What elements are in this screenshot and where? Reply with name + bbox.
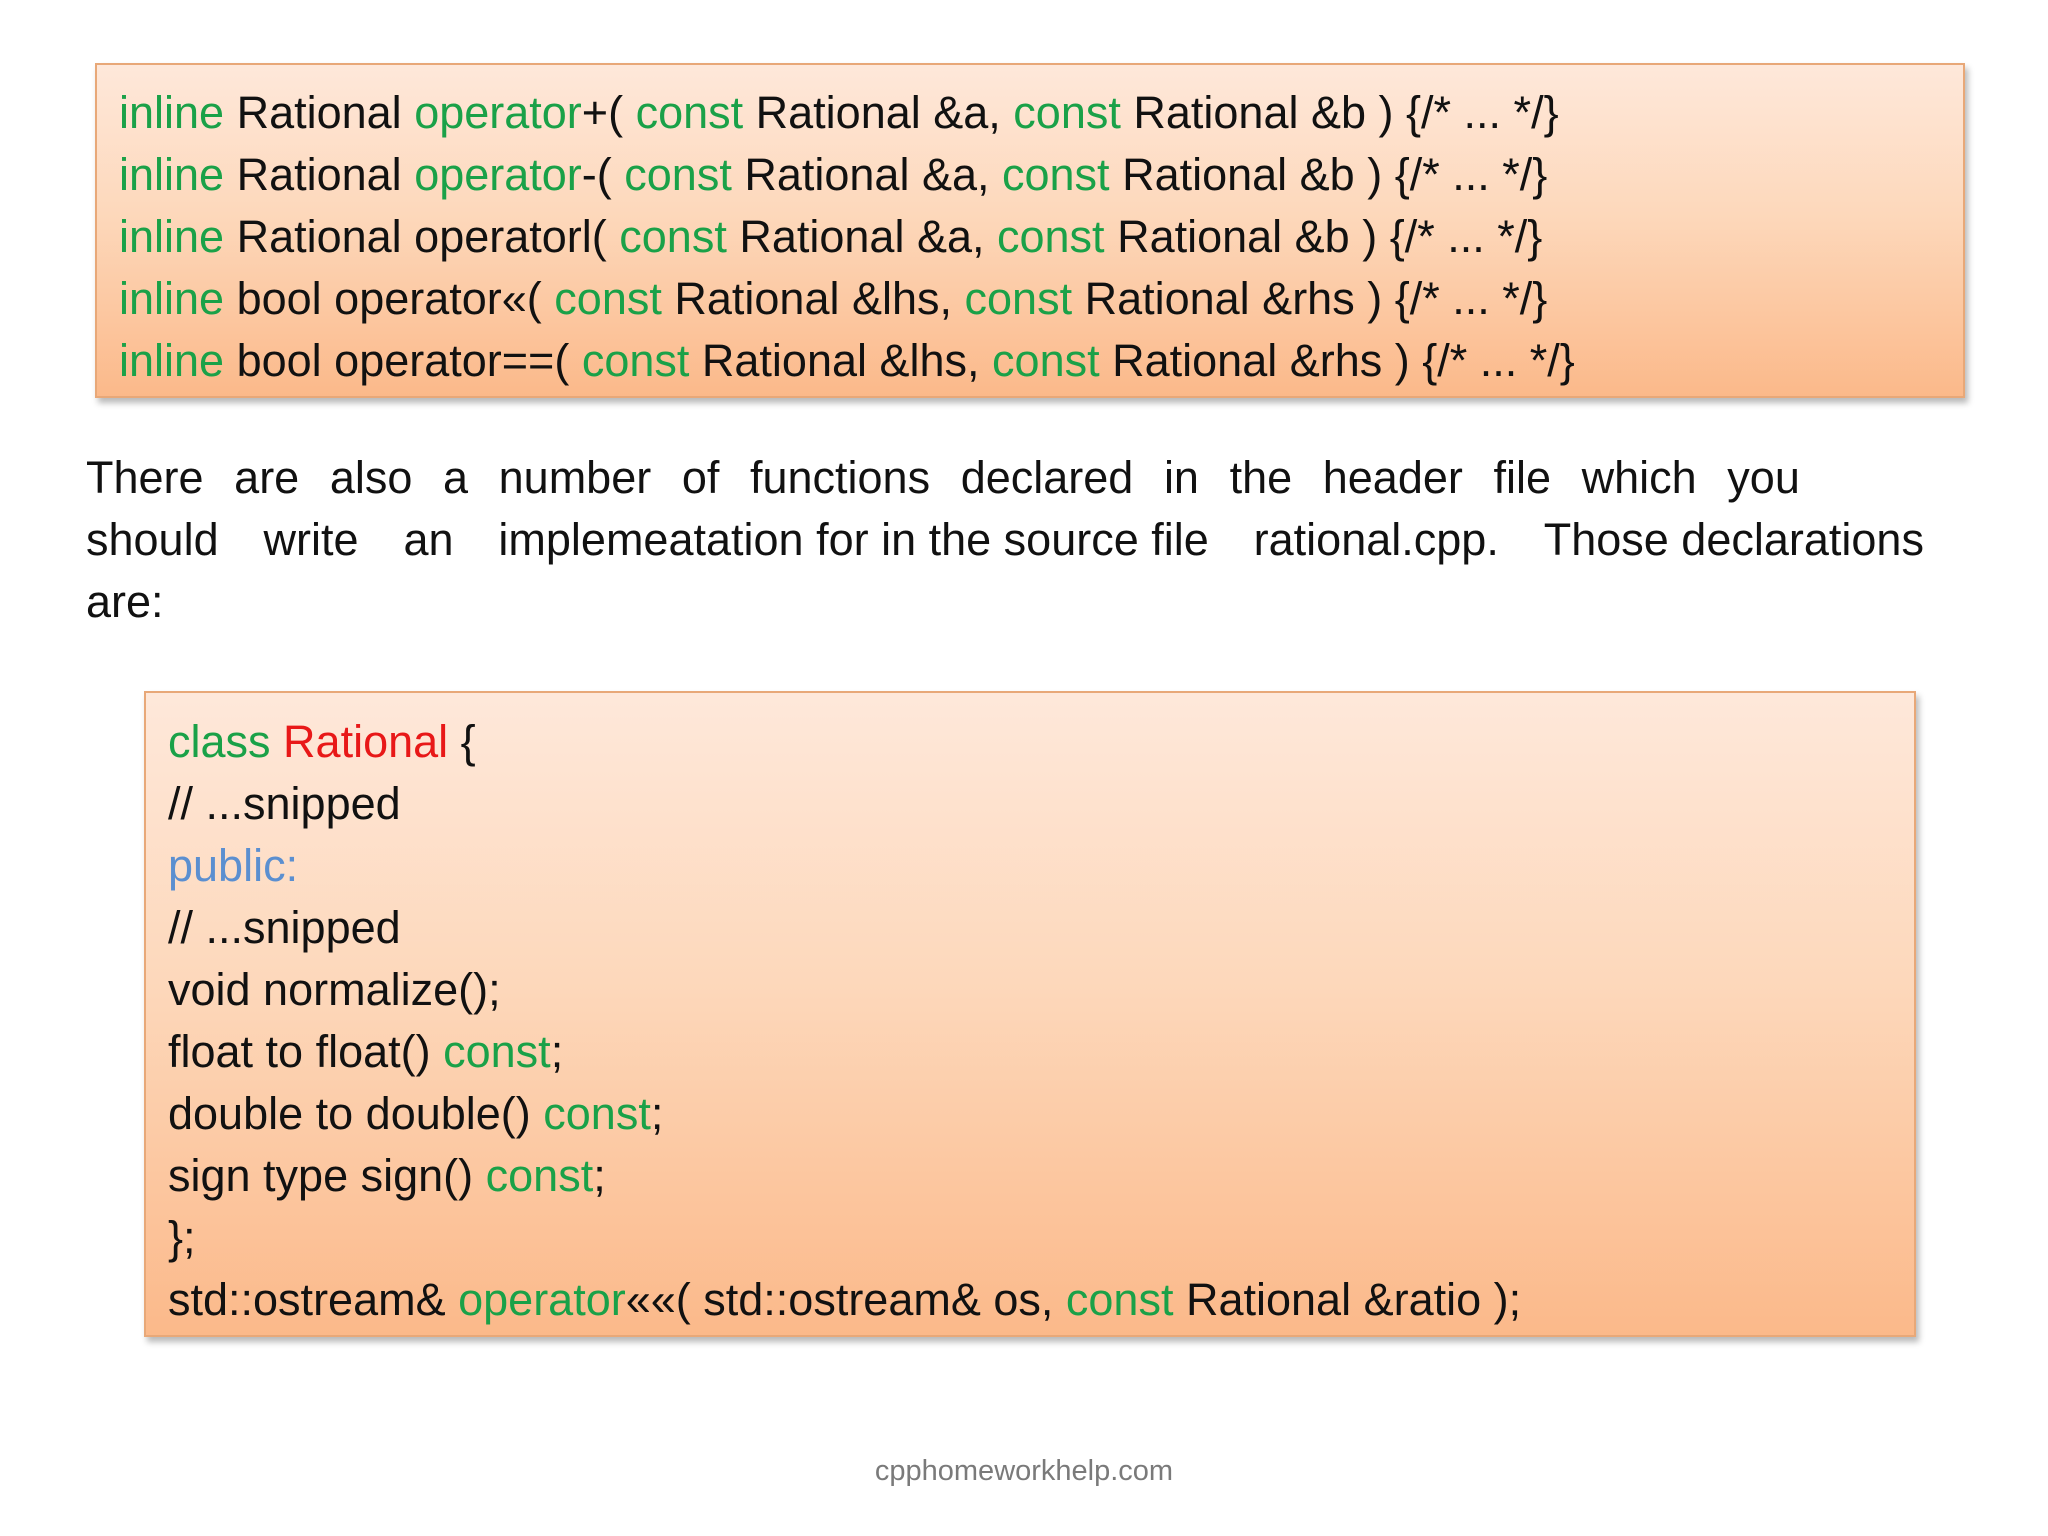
code-text: // ...snipped: [168, 902, 401, 953]
code-keyword: inline: [119, 149, 225, 200]
code-text: Rational &a,: [743, 87, 1014, 138]
paragraph-word: a: [443, 452, 469, 503]
code-text: // ...snipped: [168, 778, 401, 829]
code-keyword: const: [624, 149, 732, 200]
code-text: ;: [650, 1088, 664, 1139]
operator-decl-line-1: [119, 82, 1963, 144]
code-keyword: inline: [119, 273, 225, 324]
code-text: std::ostream&: [168, 1274, 459, 1325]
code-keyword: const: [997, 211, 1105, 262]
paragraph-word: rational.cpp.: [1253, 514, 1499, 565]
paragraph-word: header: [1322, 452, 1463, 503]
code-text: ;: [550, 1026, 564, 1077]
code-text: Rational &b ) {/* ... */}: [1120, 87, 1559, 138]
code-text: Rational operatorl(: [224, 211, 620, 262]
paragraph-word: also: [329, 452, 413, 503]
paragraph-word: an: [403, 514, 454, 565]
code-keyword: const: [1013, 87, 1121, 138]
class-decl-line-9: [168, 1207, 1914, 1269]
code-text: ««( std::ostream& os,: [625, 1274, 1066, 1325]
paragraph-word: should: [86, 514, 219, 565]
class-decl-line-7: [168, 1083, 1914, 1145]
code-keyword: const: [635, 87, 744, 138]
paragraph-word: you: [1727, 452, 1800, 503]
operator-decl-line-4: [119, 268, 1963, 330]
code-text: Rational &ratio );: [1173, 1274, 1522, 1325]
code-text: sign type sign(): [168, 1150, 486, 1201]
paragraph-word: which: [1581, 452, 1697, 503]
paragraph-word: the: [1229, 452, 1293, 503]
paragraph-word: Those declarations: [1543, 514, 1924, 565]
paragraph-line-1: [86, 447, 1800, 509]
code-keyword: inline: [119, 211, 225, 262]
code-keyword: const: [1002, 149, 1110, 200]
code-text: {: [448, 716, 476, 767]
code-text: Rational &rhs ) {/* ... */}: [1072, 273, 1548, 324]
paragraph-word: declared: [960, 452, 1134, 503]
paragraph-word: There: [86, 452, 204, 503]
paragraph-word: functions: [749, 452, 931, 503]
paragraph-word: are: [234, 452, 300, 503]
code-keyword: inline: [119, 87, 225, 138]
paragraph-word: file: [1493, 452, 1552, 503]
footer-watermark: cpphomeworkhelp.com: [874, 1455, 1174, 1487]
code-keyword: operator: [414, 87, 582, 138]
code-keyword: inline: [119, 335, 225, 386]
code-keyword: const: [543, 1088, 651, 1139]
paragraph-word: write: [263, 514, 359, 565]
code-text: Rational &a,: [731, 149, 1002, 200]
class-decl-line-4: [168, 897, 1914, 959]
operator-decl-line-3: [119, 206, 1963, 268]
code-keyword: const: [554, 273, 662, 324]
paragraph-word: of: [681, 452, 720, 503]
operator-decl-line-5: [119, 330, 1963, 392]
code-keyword: const: [485, 1150, 594, 1201]
code-text: };: [168, 1212, 196, 1263]
code-text: Rational: [224, 87, 415, 138]
paragraph-word: implemeatation for in the source file: [498, 514, 1209, 565]
code-text: float to float(): [168, 1026, 444, 1077]
class-decl-line-1: [168, 711, 1914, 773]
code-text: Rational &rhs ) {/* ... */}: [1099, 335, 1575, 386]
class-decl-line-10: [168, 1269, 1914, 1331]
code-text: [271, 716, 284, 767]
paragraph-word: number: [498, 452, 652, 503]
code-text: bool operator«(: [224, 273, 555, 324]
code-keyword: operator: [414, 149, 582, 200]
code-keyword: const: [992, 335, 1100, 386]
class-decl-line-2: [168, 773, 1914, 835]
code-text: Rational &lhs,: [689, 335, 993, 386]
code-text: Rational &lhs,: [661, 273, 965, 324]
code-keyword: operator: [458, 1274, 626, 1325]
code-keyword: const: [619, 211, 727, 262]
code-text: ;: [593, 1150, 606, 1201]
code-text: Rational &b ) {/* ... */}: [1109, 149, 1548, 200]
code-keyword: class: [168, 716, 271, 767]
code-keyword: const: [443, 1026, 551, 1077]
code-text: bool operator==(: [224, 335, 582, 386]
code-keyword: const: [581, 335, 690, 386]
code-access-specifier: public:: [168, 840, 299, 891]
operator-decl-line-2: [119, 144, 1963, 206]
code-class-name: Rational: [283, 716, 449, 767]
class-decl-line-3: [168, 835, 1914, 897]
code-block-class-declaration: [144, 691, 1916, 1337]
code-text: void normalize();: [168, 964, 501, 1015]
code-text: +(: [581, 87, 636, 138]
code-block-operators: [95, 63, 1965, 398]
code-text: -(: [581, 149, 625, 200]
class-decl-line-6: [168, 1021, 1914, 1083]
code-keyword: const: [1065, 1274, 1174, 1325]
code-text: Rational: [224, 149, 415, 200]
class-decl-line-5: [168, 959, 1914, 1021]
code-text: Rational &a,: [726, 211, 997, 262]
paragraph-word: in: [1163, 452, 1199, 503]
code-text: Rational &b ) {/* ... */}: [1104, 211, 1543, 262]
paragraph-line-3: are:: [86, 576, 164, 627]
code-keyword: const: [964, 273, 1073, 324]
class-decl-line-8: [168, 1145, 1914, 1207]
code-text: double to double(): [168, 1088, 544, 1139]
paragraph: [86, 447, 1926, 633]
paragraph-line-2: [86, 509, 1924, 571]
